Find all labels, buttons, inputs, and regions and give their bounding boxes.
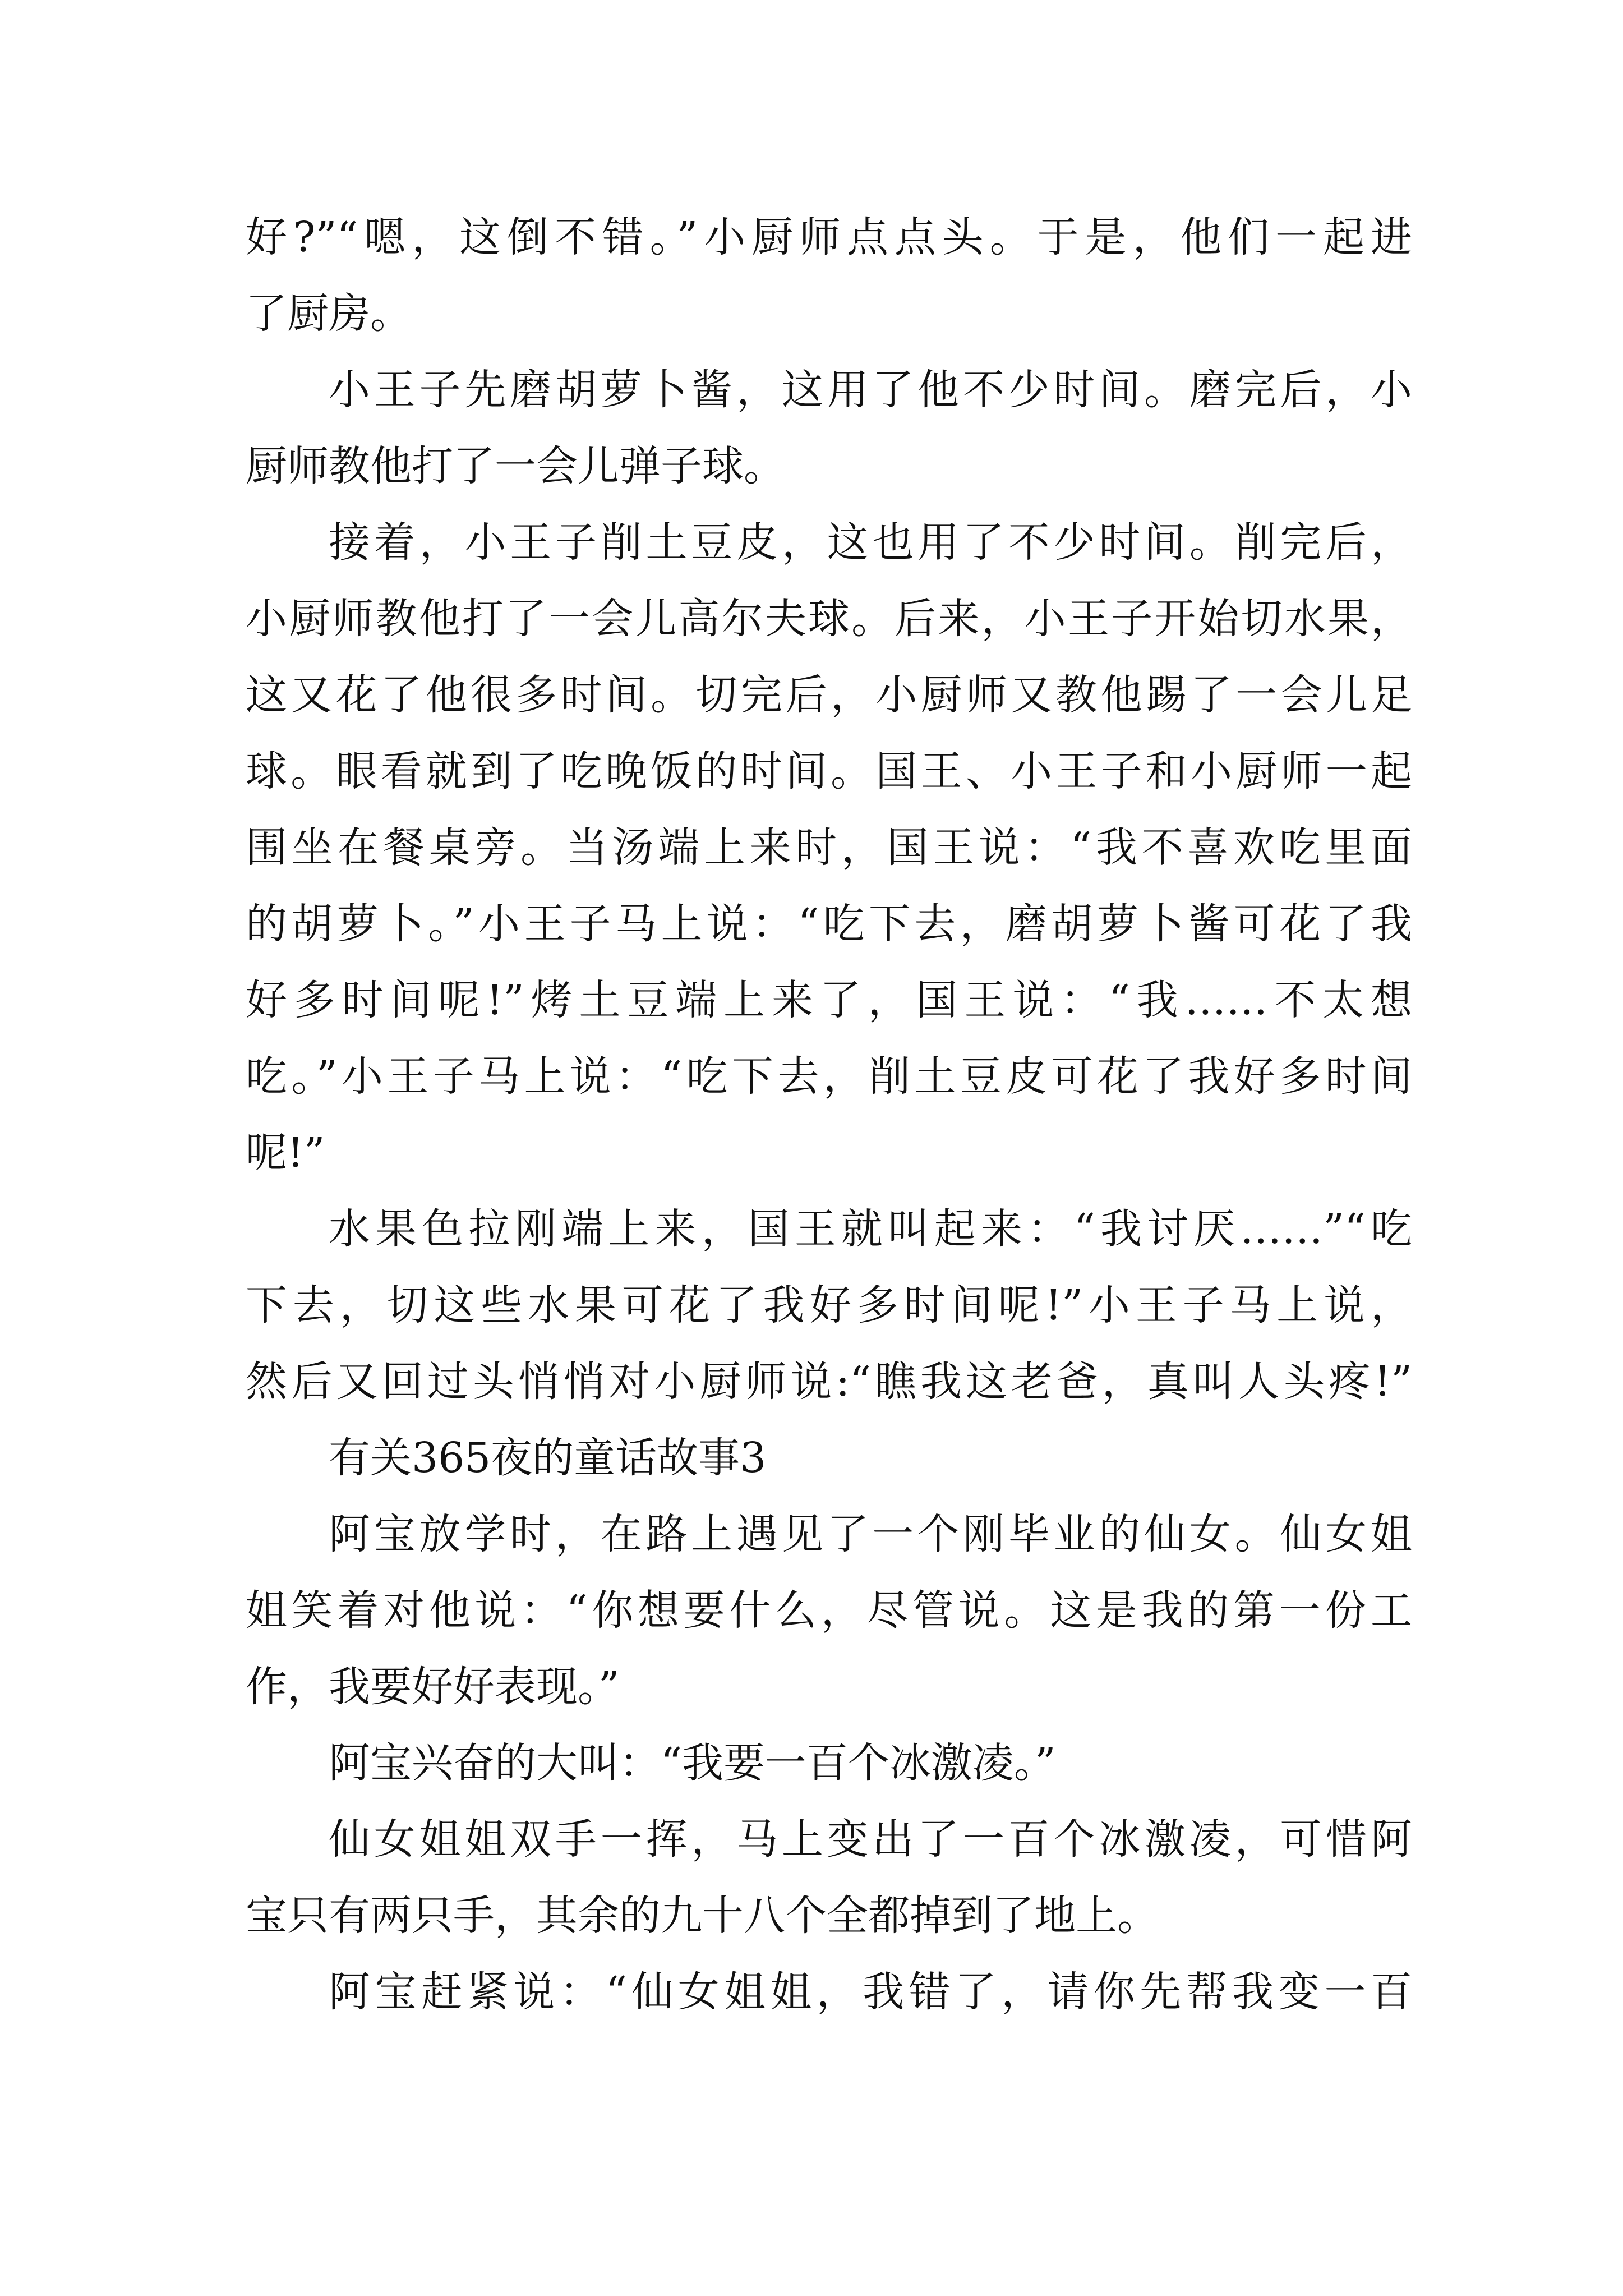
text-line: 阿宝兴奋的大叫：“我要一百个冰激凌。” (329, 1739, 1056, 1787)
text-line: 作，我要好好表现。” (246, 1663, 620, 1711)
text-line: 了厨房。 (246, 289, 412, 338)
text-line: 姐笑着对他说：“你想要什么，尽管说。这是我的第一份工 (246, 1586, 1412, 1635)
text-line: 球。眼看就到了吃晚饭的时间。国王、小王子和小厨师一起 (246, 747, 1412, 795)
text-line: 阿宝放学时，在路上遇见了一个刚毕业的仙女。仙女姐 (329, 1510, 1412, 1558)
text-line: 水果色拉刚端上来，国王就叫起来：“我讨厌……”“吃 (329, 1205, 1412, 1253)
text-line: 然后又回过头悄悄对小厨师说:“瞧我这老爸，真叫人头疼!” (246, 1358, 1412, 1406)
text-line: 宝只有两只手，其余的九十八个全都掉到了地上。 (246, 1892, 1159, 1940)
text-line: 呢!” (246, 1129, 325, 1177)
text-line: 这又花了他很多时间。切完后，小厨师又教他踢了一会儿足 (246, 671, 1412, 719)
text-line: 吃。”小王子马上说：“吃下去，削土豆皮可花了我好多时间 (246, 1052, 1412, 1101)
text-line: 接着，小王子削土豆皮，这也用了不少时间。削完后， (329, 518, 1412, 567)
text-line: 小厨师教他打了一会儿高尔夫球。后来，小王子开始切水果， (246, 595, 1412, 643)
text-line: 阿宝赶紧说：“仙女姐姐，我错了，请你先帮我变一百 (329, 1968, 1412, 2016)
text-line: 好?”“嗯，这倒不错。”小厨师点点头。于是，他们一起进 (246, 213, 1412, 261)
text-line: 仙女姐姐双手一挥，马上变出了一百个冰激凌，可惜阿 (329, 1815, 1412, 1864)
text-line: 厨师教他打了一会儿弹子球。 (246, 442, 785, 490)
section-heading: 有关365夜的童话故事3 (329, 1434, 767, 1482)
text-line: 围坐在餐桌旁。当汤端上来时，国王说：“我不喜欢吃里面 (246, 823, 1412, 872)
text-line: 下去，切这些水果可花了我好多时间呢!”小王子马上说， (246, 1281, 1412, 1329)
text-line: 的胡萝卜。”小王子马上说：“吃下去，磨胡萝卜酱可花了我 (246, 900, 1412, 948)
text-line: 好多时间呢!”烤土豆端上来了，国王说：“我……不太想 (246, 976, 1412, 1024)
text-line: 小王子先磨胡萝卜酱，这用了他不少时间。磨完后，小 (329, 366, 1412, 414)
body-text (246, 199, 1412, 2030)
